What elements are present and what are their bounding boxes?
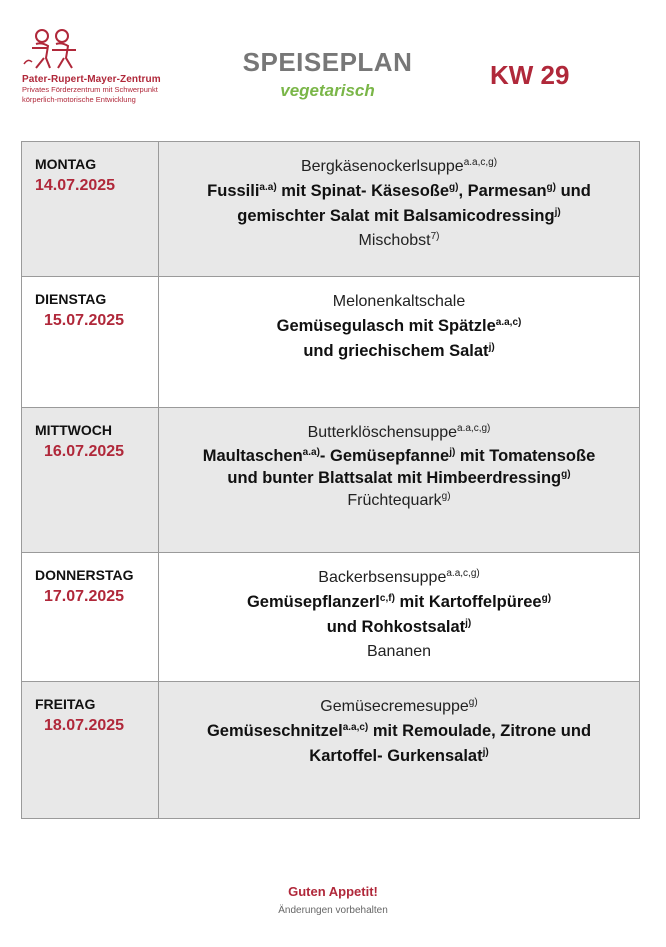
day-name: MONTAG [35,156,97,172]
main-dish-line-2: und bunter Blattsalat mit Himbeerdressing$^{g)}$ [227,469,571,487]
side-dish: Früchtequark$^{g)}$ [347,491,451,509]
disclaimer: Änderungen vorbehalten [278,905,388,916]
logo [22,28,212,105]
day-date: 14.07.2025 [35,177,116,194]
main-dish-line-1: Maultaschen$^{a.a)}$- Gemüsepfanne$^{j)}$ mit Tomatensoße [202,447,596,465]
main-dish-line-1: Gemüsepflanzerl$^{c,f)}$ mit Kartoffelpüree$^{g)}$ [246,593,552,611]
menu-row-wednesday [22,407,639,552]
soup: Bergkäsenockerlsuppe$^{a.a,c,g)}$ [300,157,498,175]
day-cell [22,682,159,818]
org-subtitle-line-2: körperlich-motorische Entwicklung [22,95,136,104]
menu-row-thursday [22,552,639,681]
day-cell [22,277,159,407]
main-dish-line-1: Gemüseschnitzel$^{a.a,c)}$ mit Remoulade, Zitrone und [206,722,592,740]
menu-row-tuesday [22,276,639,407]
page-title: SPEISEPLAN [242,47,413,77]
menu-cell [159,142,639,276]
day-name: MITTWOCH [35,422,112,438]
main-dish-line-2: und griechischem Salat$^{j)}$ [303,342,495,360]
main-dish-line-2: und Rohkostsalat$^{j)}$ [326,618,472,636]
day-cell [22,553,159,681]
main-dish-line-1: Gemüsegulasch mit Spätzle$^{a.a,c)}$ [276,317,522,335]
day-date: 15.07.2025 [44,312,125,329]
org-name: Pater-Rupert-Mayer-Zentrum [22,74,161,85]
day-name: DIENSTAG [35,291,107,307]
side-dish: Mischobst$^{7)}$ [358,231,440,249]
menu-row-monday [22,142,639,276]
day-date: 16.07.2025 [44,443,125,460]
day-date: 17.07.2025 [44,588,125,605]
day-cell [22,408,159,552]
menu-cell [159,553,639,681]
day-date: 18.07.2025 [44,717,125,734]
day-name: DONNERSTAG [35,567,134,583]
soup: Backerbsensuppe$^{a.a,c,g)}$ [318,568,480,586]
menu-cell [159,682,639,818]
soup: Gemüsecremesuppe$^{g)}$ [320,697,478,715]
day-cell [22,142,159,276]
main-dish-line-2: gemischter Salat mit Balsamicodressing$^{j)}$ [237,207,561,225]
calendar-week: KW 29 [490,60,570,90]
menu-table [21,141,640,819]
menu-cell [159,408,639,552]
soup: Melonenkaltschale [332,293,466,310]
greeting: Guten Appetit! [288,884,378,899]
soup: Butterklöschensuppe$^{a.a,c,g)}$ [307,423,491,441]
children-logo-icon [22,28,86,72]
org-subtitle-line-1: Privates Förderzentrum mit Schwerpunkt [22,85,158,94]
day-name: FREITAG [35,696,96,712]
page-subtitle: vegetarisch [280,81,375,100]
menu-cell [159,277,639,407]
main-dish-line-1: Fussili$^{a.a)}$ mit Spinat- Käsesoße$^{g)}$, Parmesan$^{g)}$ und [207,182,591,200]
side-dish: Bananen [366,643,432,660]
menu-row-friday [22,681,639,818]
main-dish-line-2: Kartoffel- Gurkensalat$^{j)}$ [309,747,489,765]
